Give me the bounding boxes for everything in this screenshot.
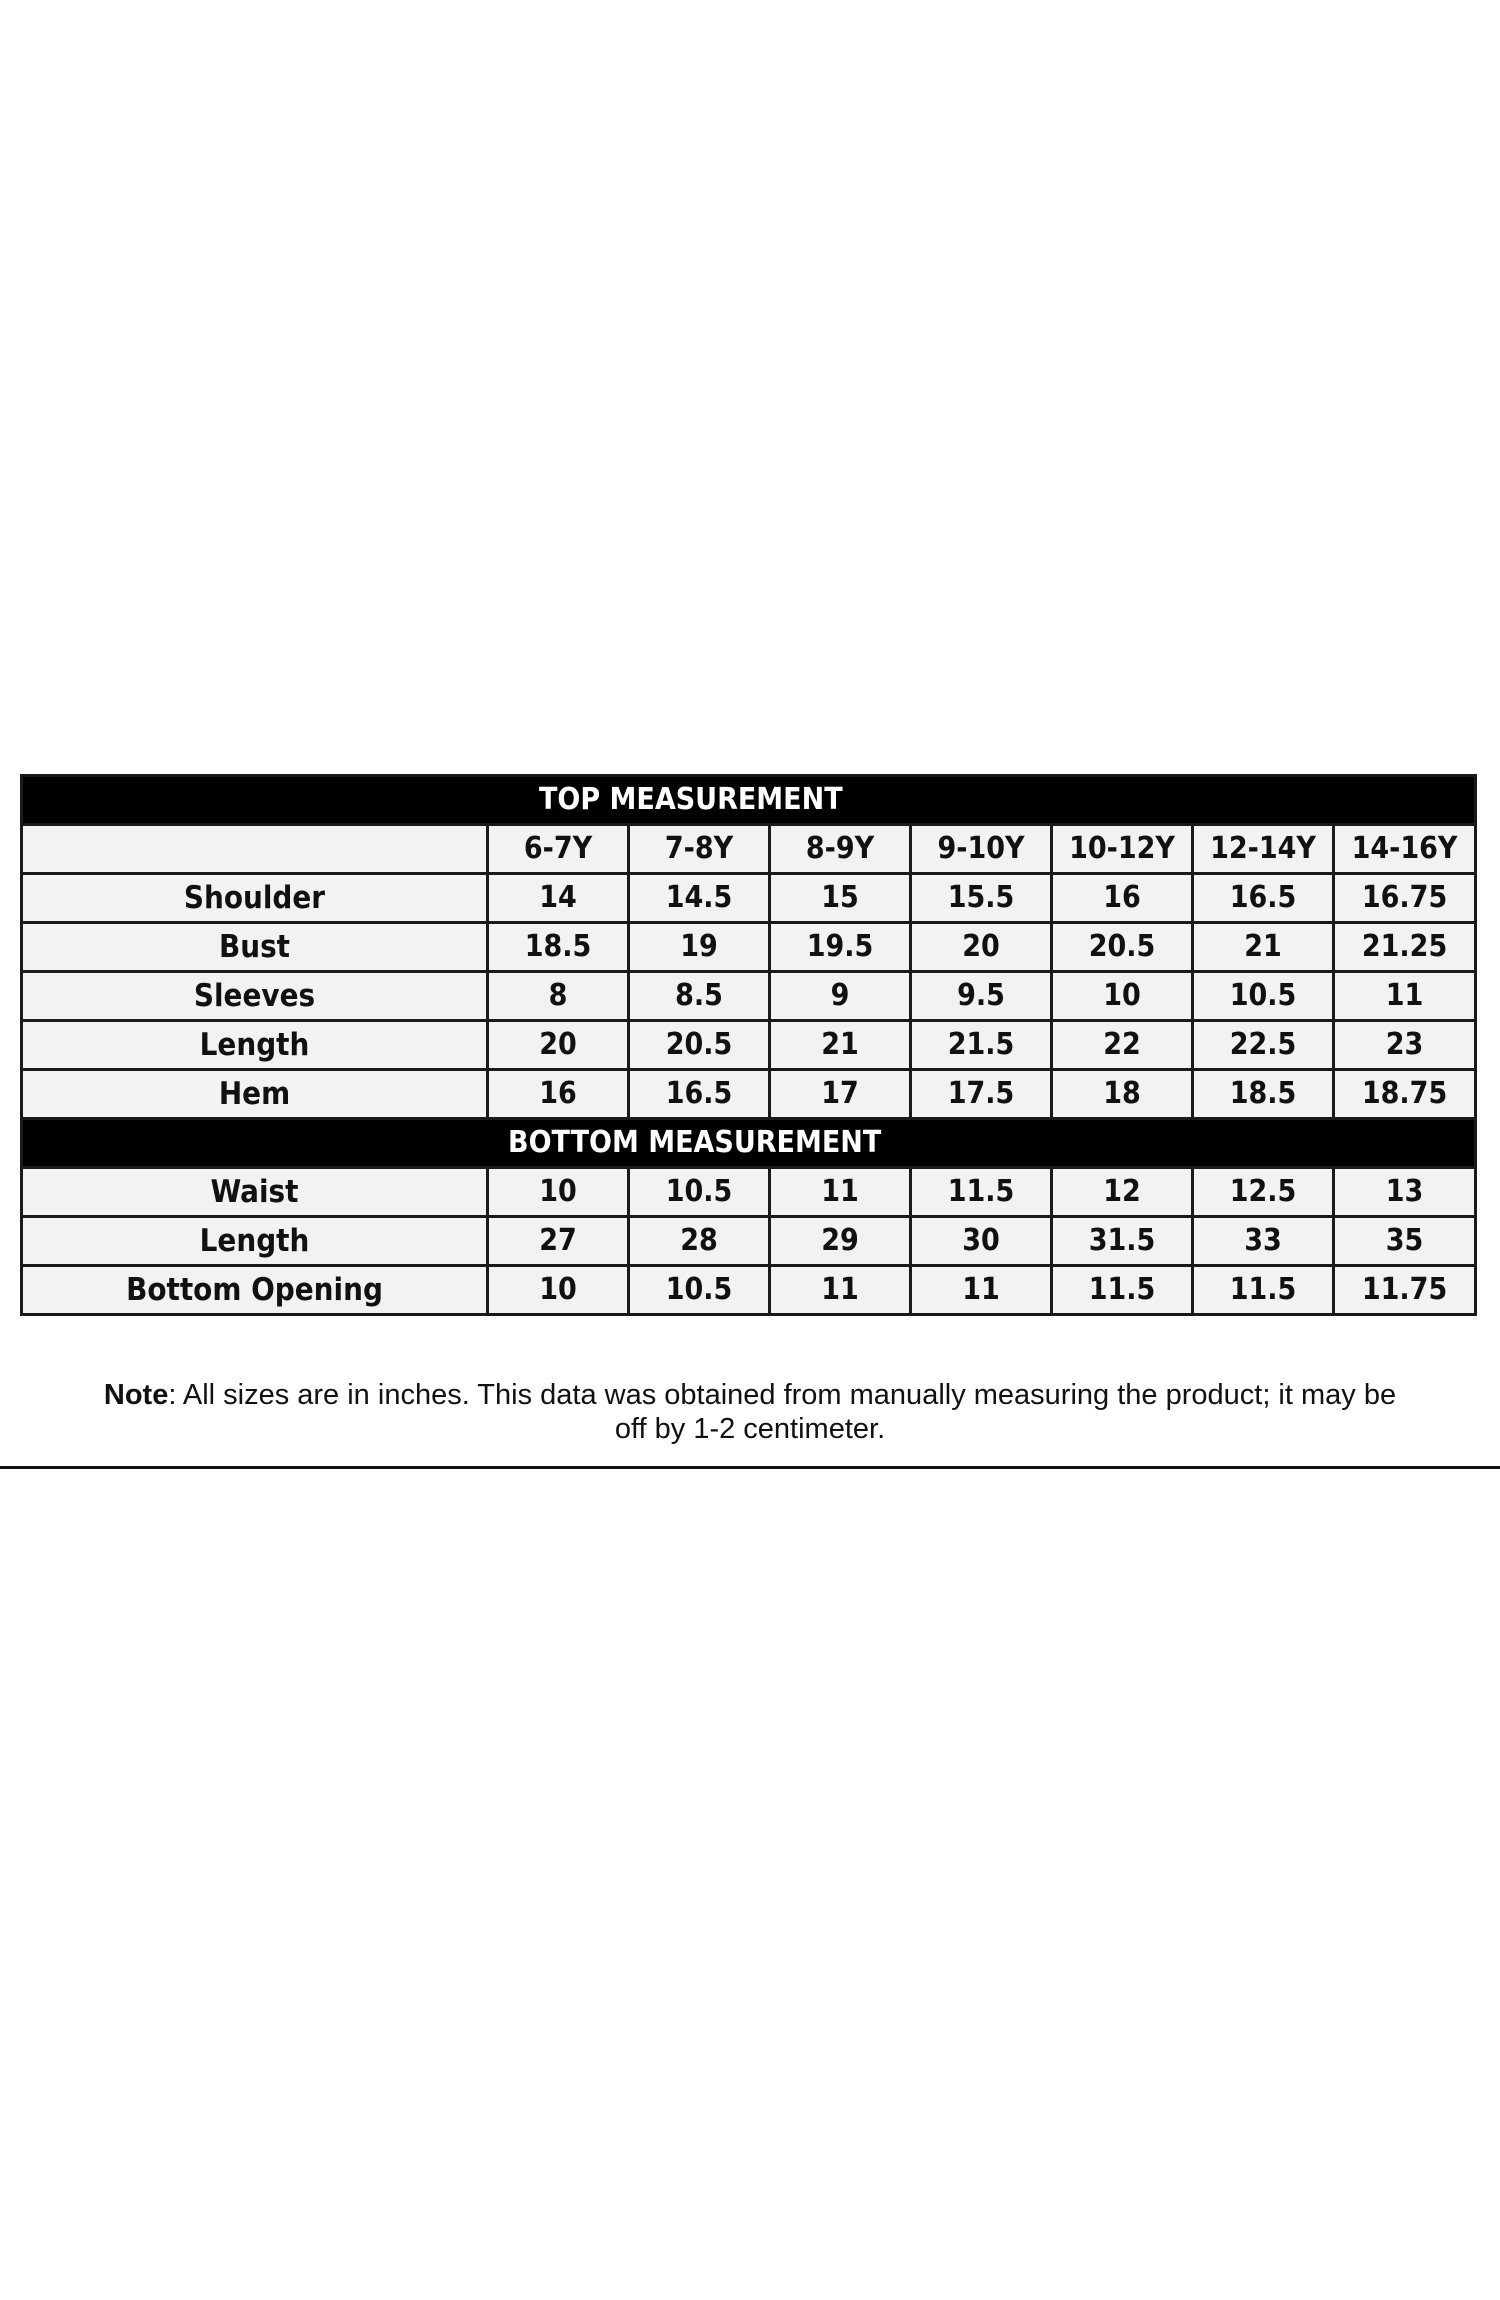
measurement-cell: 21 bbox=[770, 1021, 911, 1070]
measurement-cell: 20 bbox=[911, 923, 1052, 972]
measurement-cell: 17.5 bbox=[911, 1070, 1052, 1119]
measurement-cell: 11 bbox=[911, 1266, 1052, 1315]
measurement-cell: 20 bbox=[488, 1021, 629, 1070]
table-row bbox=[22, 923, 1476, 972]
table-row bbox=[22, 1021, 1476, 1070]
measurement-cell: 15.5 bbox=[911, 874, 1052, 923]
row-label: Waist bbox=[22, 1168, 488, 1217]
measurement-cell: 31.5 bbox=[1052, 1217, 1193, 1266]
measurement-cell: 16 bbox=[488, 1070, 629, 1119]
table-row bbox=[22, 874, 1476, 923]
measurement-cell: 11.5 bbox=[1052, 1266, 1193, 1315]
measurement-cell: 8.5 bbox=[629, 972, 770, 1021]
measurement-cell: 11 bbox=[770, 1168, 911, 1217]
measurement-cell: 10.5 bbox=[629, 1266, 770, 1315]
top-section-header-row bbox=[22, 776, 1476, 825]
table-row bbox=[22, 1070, 1476, 1119]
size-header: 6-7Y bbox=[488, 825, 629, 874]
measurement-cell: 13 bbox=[1334, 1168, 1476, 1217]
measurement-cell: 11.75 bbox=[1334, 1266, 1476, 1315]
measurement-cell: 11 bbox=[770, 1266, 911, 1315]
measurement-cell: 10 bbox=[1052, 972, 1193, 1021]
measurement-cell: 28 bbox=[629, 1217, 770, 1266]
size-header: 8-9Y bbox=[770, 825, 911, 874]
measurement-cell: 15 bbox=[770, 874, 911, 923]
measurement-cell: 18.5 bbox=[488, 923, 629, 972]
size-chart-table bbox=[20, 774, 1477, 1316]
measurement-cell: 22.5 bbox=[1193, 1021, 1334, 1070]
table-row bbox=[22, 972, 1476, 1021]
row-label: Sleeves bbox=[22, 972, 488, 1021]
table-row bbox=[22, 1217, 1476, 1266]
bottom-section-title: BOTTOM MEASUREMENT bbox=[22, 1119, 1476, 1168]
measurement-cell: 18.5 bbox=[1193, 1070, 1334, 1119]
size-header-row bbox=[22, 825, 1476, 874]
measurement-cell: 9.5 bbox=[911, 972, 1052, 1021]
measurement-cell: 11.5 bbox=[911, 1168, 1052, 1217]
measurement-cell: 18.75 bbox=[1334, 1070, 1476, 1119]
corner-cell bbox=[22, 825, 488, 874]
size-header: 9-10Y bbox=[911, 825, 1052, 874]
row-label: Bottom Opening bbox=[22, 1266, 488, 1315]
divider-line bbox=[0, 1466, 1500, 1469]
measurement-cell: 12.5 bbox=[1193, 1168, 1334, 1217]
measurement-cell: 27 bbox=[488, 1217, 629, 1266]
measurement-cell: 23 bbox=[1334, 1021, 1476, 1070]
measurement-cell: 11 bbox=[1334, 972, 1476, 1021]
row-label: Hem bbox=[22, 1070, 488, 1119]
measurement-cell: 20.5 bbox=[629, 1021, 770, 1070]
measurement-cell: 11.5 bbox=[1193, 1266, 1334, 1315]
measurement-cell: 21.5 bbox=[911, 1021, 1052, 1070]
measurement-cell: 19.5 bbox=[770, 923, 911, 972]
measurement-cell: 18 bbox=[1052, 1070, 1193, 1119]
measurement-cell: 16 bbox=[1052, 874, 1193, 923]
measurement-cell: 10 bbox=[488, 1266, 629, 1315]
measurement-cell: 16.5 bbox=[629, 1070, 770, 1119]
measurement-cell: 35 bbox=[1334, 1217, 1476, 1266]
measurement-note bbox=[100, 1378, 1400, 1446]
measurement-cell: 19 bbox=[629, 923, 770, 972]
measurement-cell: 14.5 bbox=[629, 874, 770, 923]
row-label: Length bbox=[22, 1021, 488, 1070]
measurement-cell: 16.5 bbox=[1193, 874, 1334, 923]
measurement-cell: 10.5 bbox=[629, 1168, 770, 1217]
size-header: 14-16Y bbox=[1334, 825, 1476, 874]
measurement-cell: 9 bbox=[770, 972, 911, 1021]
note-label: Note bbox=[103, 1379, 169, 1411]
row-label: Shoulder bbox=[22, 874, 488, 923]
size-header: 12-14Y bbox=[1193, 825, 1334, 874]
size-header: 10-12Y bbox=[1052, 825, 1193, 874]
measurement-cell: 33 bbox=[1193, 1217, 1334, 1266]
table-row bbox=[22, 1266, 1476, 1315]
measurement-cell: 20.5 bbox=[1052, 923, 1193, 972]
measurement-cell: 22 bbox=[1052, 1021, 1193, 1070]
measurement-cell: 12 bbox=[1052, 1168, 1193, 1217]
row-label: Length bbox=[22, 1217, 488, 1266]
note-text: : All sizes are in inches. This data was obtained from manually measuring the product; it may be off by 1-2 centimeter. bbox=[168, 1379, 1397, 1445]
measurement-cell: 10.5 bbox=[1193, 972, 1334, 1021]
measurement-cell: 8 bbox=[488, 972, 629, 1021]
top-section-title: TOP MEASUREMENT bbox=[22, 776, 1476, 825]
measurement-cell: 21.25 bbox=[1334, 923, 1476, 972]
bottom-section-header-row bbox=[22, 1119, 1476, 1168]
measurement-cell: 30 bbox=[911, 1217, 1052, 1266]
size-header: 7-8Y bbox=[629, 825, 770, 874]
measurement-cell: 14 bbox=[488, 874, 629, 923]
measurement-cell: 29 bbox=[770, 1217, 911, 1266]
table-row bbox=[22, 1168, 1476, 1217]
measurement-cell: 10 bbox=[488, 1168, 629, 1217]
row-label: Bust bbox=[22, 923, 488, 972]
measurement-cell: 21 bbox=[1193, 923, 1334, 972]
measurement-cell: 16.75 bbox=[1334, 874, 1476, 923]
measurement-cell: 17 bbox=[770, 1070, 911, 1119]
